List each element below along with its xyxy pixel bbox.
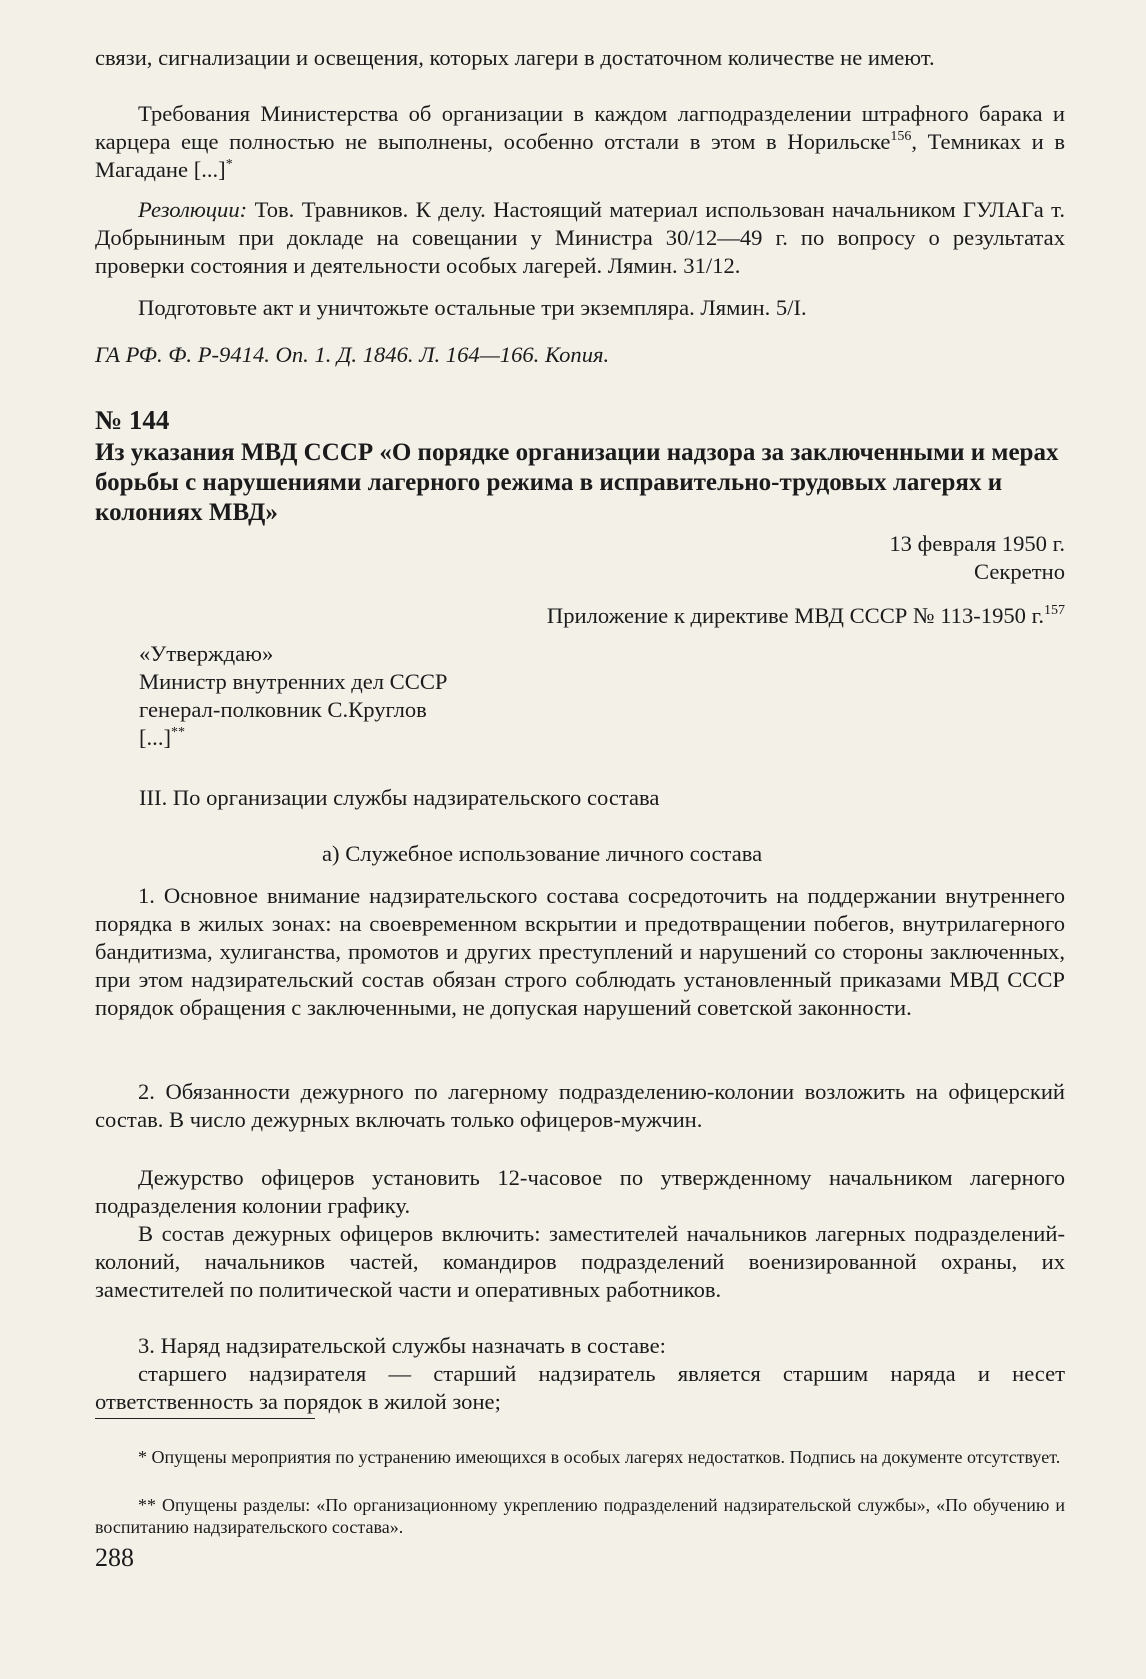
footnote-ref-157: 157 bbox=[1044, 603, 1065, 618]
footnote-ref-156: 156 bbox=[890, 129, 912, 144]
document-date: 13 февраля 1950 г. bbox=[889, 531, 1065, 556]
document-number: № 144 bbox=[95, 405, 170, 435]
subsection-heading: а) Служебное использование личного состава bbox=[322, 841, 763, 866]
item-2: 2. Обязанности дежурного по лагерному подразделению-колонии возложить на офицерский состав. В число дежурных включать только офицеров-мужчин. bbox=[95, 1079, 1065, 1132]
omission-mark: [...]** bbox=[139, 725, 185, 750]
footnote-marker: * bbox=[225, 157, 233, 172]
approval-block bbox=[139, 640, 1065, 752]
approval-stamp: «Утверждаю» bbox=[139, 641, 274, 666]
approval-position: Министр внутренних дел СССР bbox=[139, 669, 448, 694]
item-3: 3. Наряд надзирательской службы назначать в составе: bbox=[138, 1333, 666, 1358]
item-1: 1. Основное внимание надзирательского состава сосредоточить на поддержании внутреннего порядка в жилых зонах: на своевременном вскрытии и предотвращении побегов, внутрилагерного бандитизма, хулиганства, промотов и других преступлений и нарушений со стороны заключенных, при этом надзирательский состав обязан строго соблюдать установленный приказами МВД СССР порядок обращения с заключенными, не допуская нарушений советской законности. bbox=[95, 883, 1065, 1020]
footnote-divider bbox=[95, 1418, 315, 1419]
paragraph-continuation: связи, сигнализации и освещения, которых лагери в достаточном количестве не имеют. bbox=[95, 45, 935, 70]
resolution-second: Подготовьте акт и уничтожьте остальные три экземпляра. Лямин. 5/I. bbox=[138, 295, 807, 320]
page-number: 288 bbox=[95, 1543, 134, 1572]
item-2-duty: Дежурство офицеров установить 12-часовое по утвержденному начальником лагерного подразделения колонии графику. bbox=[95, 1165, 1065, 1218]
secrecy-mark: Секретно bbox=[974, 559, 1065, 584]
item-3-senior: старшего надзирателя — старший надзиратель является старшим наряда и несет ответственность за порядок в жилой зоне; bbox=[95, 1361, 1065, 1414]
resolutions: Резолюции: Тов. Травников. К делу. Настоящий материал использован начальником ГУЛАГа т. Добрыниным при докладе на совещании у Министра 30/12—49 г. по вопросу о результатах проверки состояния и деятельности особых лагерей. Лямин. 31/12. bbox=[95, 197, 1065, 278]
footnote-1: * Опущены мероприятия по устранению имеющихся в особых лагерях недостатков. Подпись на документе отсутствует. bbox=[138, 1447, 1061, 1467]
resolutions-label: Резолюции: bbox=[138, 197, 248, 222]
appendix-line: Приложение к директиве МВД СССР № 113-1950 г.$^{157}$ bbox=[546, 603, 1065, 628]
item-2-composition: В состав дежурных офицеров включить: заместителей начальников лагерных подразделений-колоний, начальников частей, командиров подразделений военизированной охраны, их заместителей по политической части и оперативных работников. bbox=[95, 1221, 1065, 1302]
document-title: Из указания МВД СССР «О порядке организации надзора за заключенными и мерах борьбы с нарушениями лагерного режима в исправительно-трудовых лагерях и колониях МВД» bbox=[95, 439, 1059, 526]
approval-signatory: генерал-полковник С.Круглов bbox=[139, 697, 427, 722]
paragraph-requirements: Требования Министерства об организации в каждом лагподразделении штрафного барака и карцера еще полностью не выполнены, особенно отстали в этом в Норильске$^{156}$, Темниках и в Магадане [...]* bbox=[95, 101, 1066, 182]
section-heading: III. По организации службы надзирательского состава bbox=[139, 785, 660, 810]
archive-reference: ГА РФ. Ф. Р-9414. Оп. 1. Д. 1846. Л. 164—166. Копия. bbox=[95, 342, 610, 367]
footnote-2: ** Опущены разделы: «По организационному укреплению подразделений надзирательской службы», «По обучению и воспитанию надзирательского состава». bbox=[95, 1495, 1065, 1537]
